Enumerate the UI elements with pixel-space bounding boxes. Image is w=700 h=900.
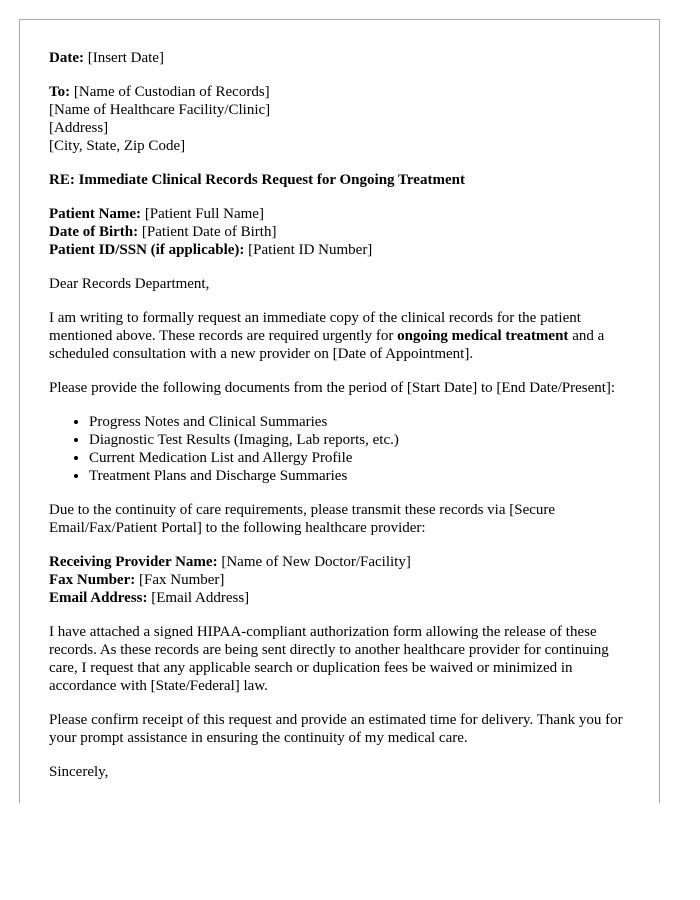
patient-dob-label: Date of Birth: — [49, 224, 139, 240]
request-text-2: and a scheduled consultation with a new provider on [Date of Appointment]. — [49, 328, 605, 362]
request-paragraph — [49, 309, 641, 363]
list-item: • Diagnostic Test Results (Imaging, Lab reports, etc.) — [89, 431, 641, 449]
date-value: [Insert Date] — [87, 50, 164, 66]
recipient-name: [Name of Custodian of Records] — [73, 84, 270, 100]
patient-info — [49, 205, 641, 259]
authorization-paragraph: I have attached a signed HIPAA-compliant authorization form allowing the release of these records. As these records are being sent directly to another healthcare provider for continuing care, I request that any applicable search or duplication fees be waived or minimized in accordance with [State/Federal] law. — [49, 624, 609, 694]
closing: Sincerely, — [49, 764, 109, 780]
period-paragraph: Please provide the following documents from the period of [Start Date] to [End Date/Present]: — [49, 380, 616, 396]
list-item: • Current Medication List and Allergy Profile — [89, 449, 641, 467]
letter-body — [49, 49, 641, 797]
subject-line: RE: Immediate Clinical Records Request for Ongoing Treatment — [49, 172, 465, 188]
list-item: • Treatment Plans and Discharge Summaries — [89, 467, 641, 485]
fax-value: [Fax Number] — [139, 572, 225, 588]
date-label: Date: — [49, 50, 84, 66]
patient-id-label: Patient ID/SSN (if applicable): — [49, 242, 245, 258]
email-label: Email Address: — [49, 590, 148, 606]
list-item: • Progress Notes and Clinical Summaries — [89, 413, 641, 431]
documents-list — [49, 413, 641, 485]
recipient-block — [49, 83, 641, 155]
date-line — [49, 49, 641, 67]
email-value: [Email Address] — [151, 590, 250, 606]
patient-id-value: [Patient ID Number] — [248, 242, 373, 258]
request-text-1: I am writing to formally request an immediate copy of the clinical records for the patient mentioned above. These records are required urgently for — [49, 310, 581, 344]
patient-name-value: [Patient Full Name] — [144, 206, 264, 222]
fax-label: Fax Number: — [49, 572, 136, 588]
recipient-city: [City, State, Zip Code] — [49, 138, 186, 154]
patient-dob-value: [Patient Date of Birth] — [141, 224, 277, 240]
letter-page — [19, 19, 660, 803]
transmit-paragraph: Due to the continuity of care requirements, please transmit these records via [Secure Email/Fax/Patient Portal] to the following healthcare provider: — [49, 502, 556, 536]
recipient-facility: [Name of Healthcare Facility/Clinic] — [49, 102, 271, 118]
recipient-address: [Address] — [49, 120, 109, 136]
patient-name-label: Patient Name: — [49, 206, 142, 222]
receiving-name-value: [Name of New Doctor/Facility] — [221, 554, 411, 570]
receiving-provider-block — [49, 553, 641, 607]
receiving-name-label: Receiving Provider Name: — [49, 554, 218, 570]
salutation: Dear Records Department, — [49, 276, 210, 292]
confirmation-paragraph: Please confirm receipt of this request and provide an estimated time for delivery. Thank you for your prompt assistance in ensuring the continuity of my medical care. — [49, 712, 623, 746]
to-label: To: — [49, 84, 71, 100]
request-emphasis: ongoing medical treatment — [397, 328, 569, 344]
